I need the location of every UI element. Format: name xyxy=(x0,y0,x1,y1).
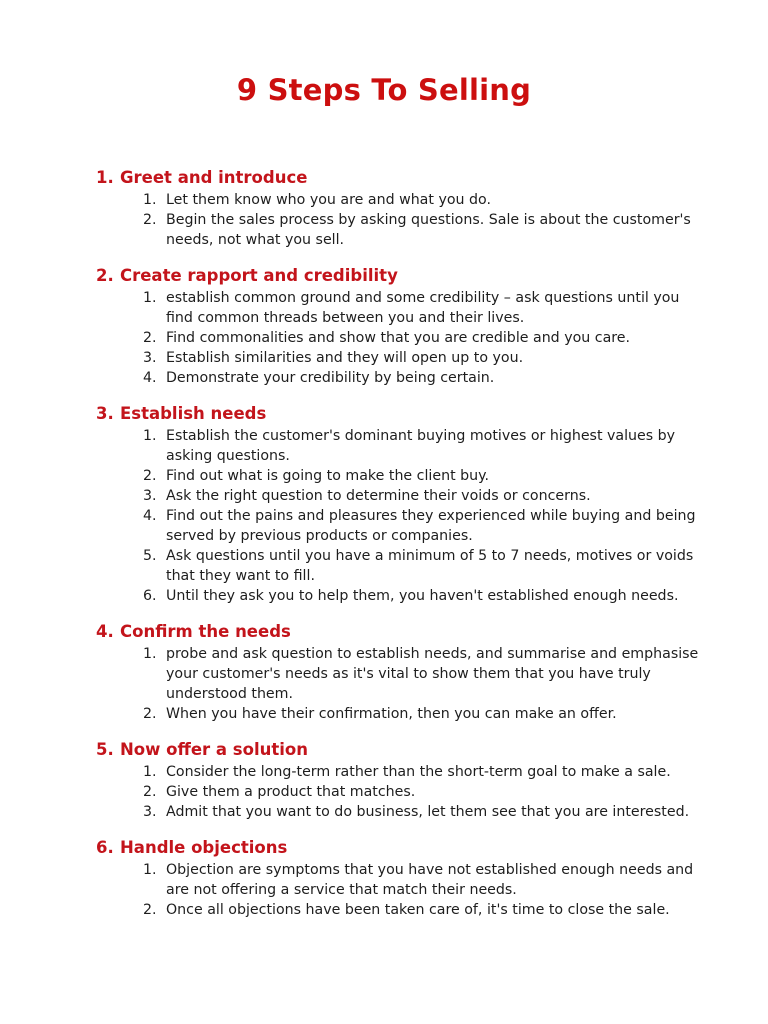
substep-list xyxy=(0,288,768,388)
substep-item xyxy=(143,546,703,586)
substep-number: 1. xyxy=(143,192,157,208)
substep-item xyxy=(143,782,703,802)
document-title: 9 Steps To Selling xyxy=(236,73,532,107)
step-number: 5. xyxy=(96,740,114,759)
step-title: Greet and introduce xyxy=(120,168,308,187)
substep-item xyxy=(143,348,703,368)
step-title: Now offer a solution xyxy=(120,740,308,759)
step-section xyxy=(0,166,768,250)
substep-item xyxy=(143,426,703,466)
substep-item xyxy=(143,762,703,782)
substep-item xyxy=(143,368,703,388)
step-title: Confirm the needs xyxy=(120,622,291,641)
substep-text: Begin the sales process by asking questions. Sale is about the customer's needs, not what you sell. xyxy=(166,212,691,248)
substep-list xyxy=(0,190,768,250)
substep-text: When you have their confirmation, then you can make an offer. xyxy=(166,706,617,722)
substep-list xyxy=(0,644,768,724)
substep-number: 2. xyxy=(143,784,157,800)
step-number: 6. xyxy=(96,838,114,857)
substep-list xyxy=(0,860,768,920)
step-number: 2. xyxy=(96,266,114,285)
substep-number: 4. xyxy=(143,508,157,524)
substep-text: Until they ask you to help them, you haven't established enough needs. xyxy=(166,588,679,604)
step-heading xyxy=(96,620,768,644)
substep-item xyxy=(143,466,703,486)
substep-number: 3. xyxy=(143,350,157,366)
substep-number: 5. xyxy=(143,548,157,564)
step-section xyxy=(0,836,768,920)
step-heading xyxy=(96,264,768,288)
substep-item xyxy=(143,704,703,724)
substep-number: 1. xyxy=(143,862,157,878)
substep-number: 1. xyxy=(143,428,157,444)
step-heading xyxy=(96,836,768,860)
substep-item xyxy=(143,328,703,348)
substep-text: establish common ground and some credibility – ask questions until you find common threads between you and their lives. xyxy=(166,290,680,326)
substep-number: 2. xyxy=(143,330,157,346)
substep-text: Ask the right question to determine their voids or concerns. xyxy=(166,488,591,504)
steps-list xyxy=(0,166,768,920)
substep-item xyxy=(143,288,703,328)
substep-item xyxy=(143,210,703,250)
step-section xyxy=(0,264,768,388)
substep-item xyxy=(143,586,703,606)
step-section xyxy=(0,620,768,724)
substep-item xyxy=(143,644,703,704)
step-section xyxy=(0,738,768,822)
substep-number: 2. xyxy=(143,212,157,228)
substep-number: 3. xyxy=(143,804,157,820)
substep-text: Once all objections have been taken care of, it's time to close the sale. xyxy=(166,902,670,918)
substep-number: 1. xyxy=(143,646,157,662)
step-title: Handle objections xyxy=(120,838,288,857)
step-title: Establish needs xyxy=(120,404,267,423)
substep-number: 1. xyxy=(143,764,157,780)
step-section xyxy=(0,402,768,606)
step-title: Create rapport and credibility xyxy=(120,266,398,285)
substep-number: 2. xyxy=(143,902,157,918)
substep-text: Ask questions until you have a minimum of 5 to 7 needs, motives or voids that they want to fill. xyxy=(166,548,694,584)
substep-item xyxy=(143,486,703,506)
substep-number: 6. xyxy=(143,588,157,604)
substep-list xyxy=(0,426,768,606)
substep-item xyxy=(143,860,703,900)
step-number: 4. xyxy=(96,622,114,641)
substep-text: probe and ask question to establish needs, and summarise and emphasise your customer's needs as it's vital to show them that you have truly understood them. xyxy=(166,646,699,702)
substep-text: Find out what is going to make the client buy. xyxy=(166,468,490,484)
substep-number: 2. xyxy=(143,706,157,722)
substep-text: Establish the customer's dominant buying motives or highest values by asking questions. xyxy=(166,428,676,464)
substep-text: Consider the long-term rather than the short-term goal to make a sale. xyxy=(166,764,671,780)
substep-number: 4. xyxy=(143,370,157,386)
substep-text: Find commonalities and show that you are credible and you care. xyxy=(166,330,631,346)
substep-text: Establish similarities and they will open up to you. xyxy=(166,350,524,366)
substep-text: Objection are symptoms that you have not established enough needs and are not offering a service that match their needs. xyxy=(166,862,694,898)
substep-item xyxy=(143,900,703,920)
substep-item xyxy=(143,190,703,210)
substep-list xyxy=(0,762,768,822)
substep-number: 3. xyxy=(143,488,157,504)
substep-text: Admit that you want to do business, let them see that you are interested. xyxy=(166,804,690,820)
substep-number: 2. xyxy=(143,468,157,484)
step-number: 1. xyxy=(96,168,114,187)
substep-text: Demonstrate your credibility by being certain. xyxy=(166,370,495,386)
step-number: 3. xyxy=(96,404,114,423)
step-heading xyxy=(96,166,768,190)
step-heading xyxy=(96,402,768,426)
substep-text: Let them know who you are and what you do. xyxy=(166,192,491,208)
substep-text: Give them a product that matches. xyxy=(166,784,416,800)
substep-number: 1. xyxy=(143,290,157,306)
step-heading xyxy=(96,738,768,762)
substep-text: Find out the pains and pleasures they experienced while buying and being served by previous products or companies. xyxy=(166,508,696,544)
substep-item xyxy=(143,506,703,546)
substep-item xyxy=(143,802,703,822)
